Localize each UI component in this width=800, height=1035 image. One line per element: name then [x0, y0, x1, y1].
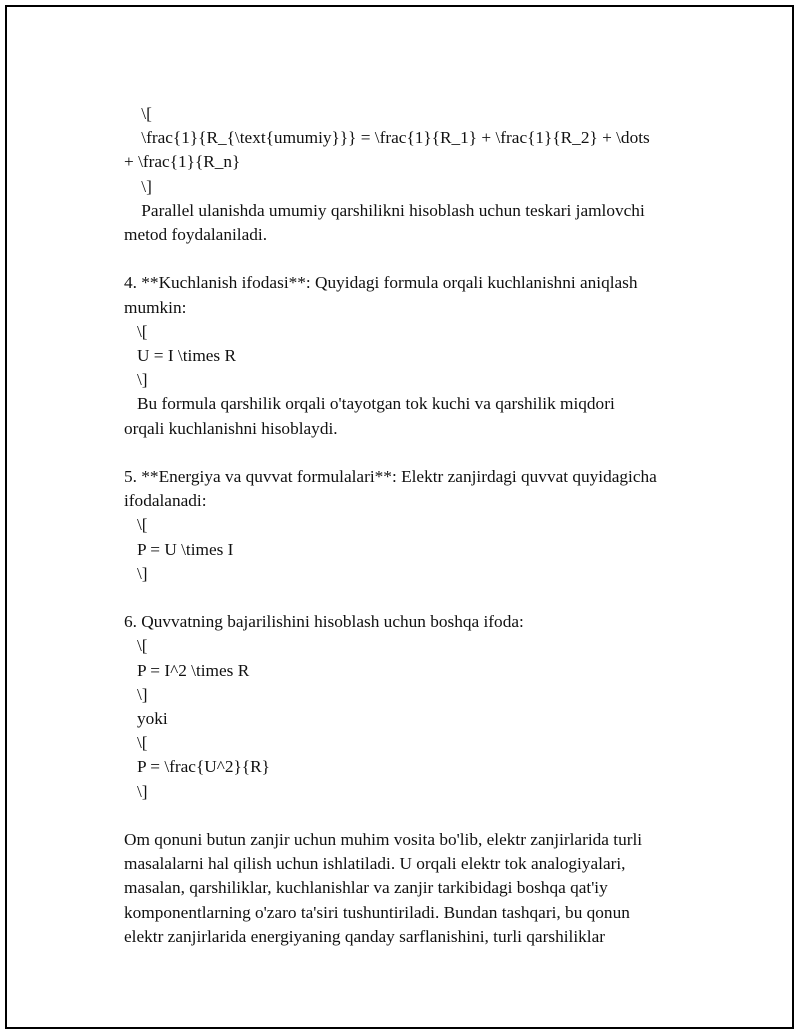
text-line: masalalarni hal qilish uchun ishlatiladi. U orqali elektr tok analogiyalari, [124, 854, 626, 874]
text-line: \[ [124, 321, 148, 341]
text-line: + \frac{1}{R_n} [124, 152, 241, 172]
text-line: \[ [124, 733, 148, 753]
text-line: \] [124, 563, 148, 583]
text-line: \[ [124, 104, 152, 123]
text-line: U = I \times R [124, 346, 236, 366]
text-line: P = \frac{U^2}{R} [124, 757, 270, 777]
text-line: 4. **Kuchlanish ifodasi**: Quyidagi formula orqali kuchlanishni aniqlash [124, 273, 638, 293]
paragraph-gap [124, 586, 694, 610]
text-line: 6. Quvvatning bajarilishini hisoblash uchun boshqa ifoda: [124, 612, 524, 632]
text-line: orqali kuchlanishni hisoblaydi. [124, 418, 338, 438]
text-line: komponentlarning o'zaro ta'siri tushuntiriladi. Bundan tashqari, bu qonun [124, 902, 630, 922]
document-page [5, 5, 794, 1029]
text-line: \[ [124, 515, 148, 535]
text-line: yoki [124, 709, 168, 729]
text-line: ifodalanadi: [124, 491, 207, 511]
text-line: masalan, qarshiliklar, kuchlanishlar va zanjir tarkibidagi boshqa qat'iy [124, 878, 608, 898]
text-line: Om qonuni butun zanjir uchun muhim vosita bo'lib, elektr zanjirlarida turli [124, 830, 643, 850]
text-line: elektr zanjirlarida energiyaning qanday sarflanishini, turli qarshiliklar [124, 926, 605, 946]
text-line: Parallel ulanishda umumiy qarshilikni hisoblash uchun teskari jamlovchi [124, 200, 645, 220]
document-body [124, 102, 694, 949]
text-line: \] [124, 370, 148, 390]
text-line: P = I^2 \times R [124, 660, 250, 680]
text-line: \frac{1}{R_{\text{umumiy}}} = \frac{1}{R_1} + \frac{1}{R_2} + \dots [124, 128, 650, 148]
text-line: \] [124, 176, 152, 196]
paragraph-gap [124, 441, 694, 465]
text-line: Bu formula qarshilik orqali o'tayotgan tok kuchi va qarshilik miqdori [124, 394, 615, 414]
text-line: P = U \times I [124, 539, 234, 559]
paragraph-gap [124, 247, 694, 271]
text-line: \] [124, 781, 148, 801]
text-line: mumkin: [124, 297, 187, 317]
text-line: \[ [124, 636, 148, 656]
text-line: metod foydalaniladi. [124, 225, 268, 245]
text-line: 5. **Energiya va quvvat formulalari**: Elektr zanjirdagi quvvat quyidagicha [124, 467, 657, 487]
text-line: \] [124, 684, 148, 704]
paragraph-gap [124, 804, 694, 828]
